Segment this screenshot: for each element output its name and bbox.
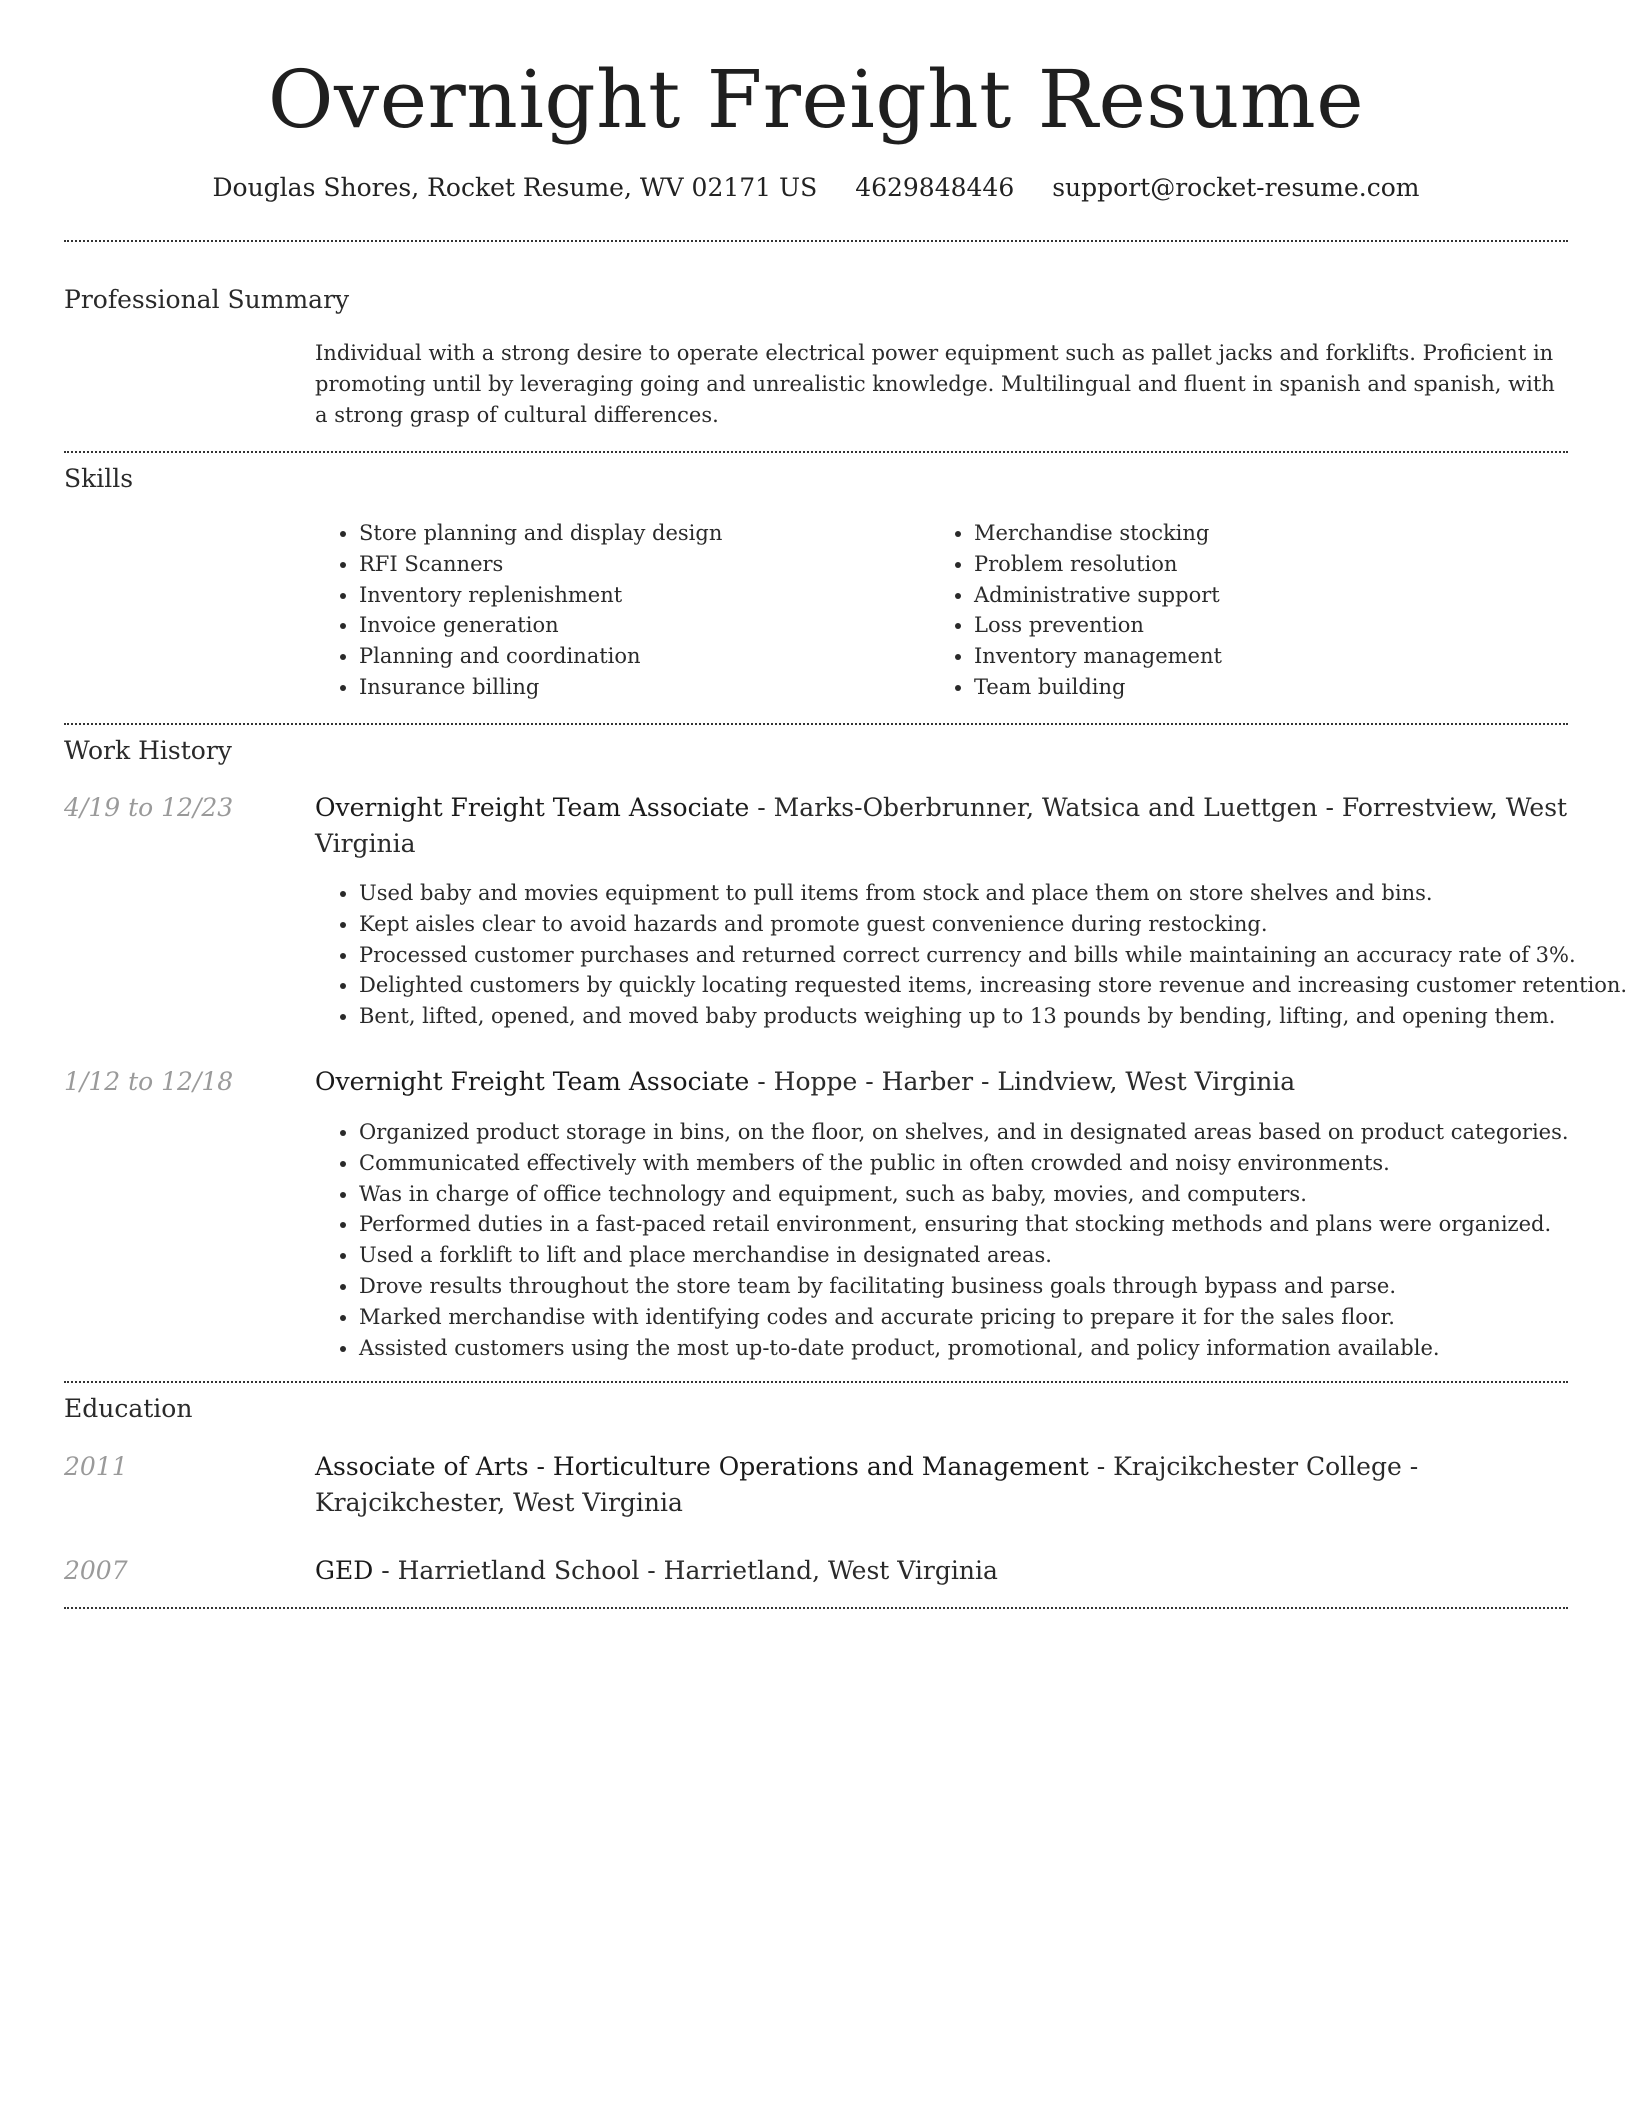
job-bullet: • Used baby and movies equipment to pull items from stock and place them on store shelves and bins. (359, 878, 1612, 909)
job-bullet: • Drove results throughout the store team by facilitating business goals through bypass and parse. (359, 1271, 1612, 1302)
job-bullets (315, 878, 1628, 1032)
education-degree: GED (315, 1556, 374, 1585)
job-bullet: • Marked merchandise with identifying codes and accurate pricing to prepare it for the sales floor. (359, 1302, 1612, 1333)
resume-title: Overnight Freight Resume (267, 53, 1365, 146)
job-header (315, 1064, 1568, 1100)
job-dates: 4/19 to 12/23 (64, 793, 234, 822)
job-bullet: • Organized product storage in bins, on the floor, on shelves, and in designated areas based on product categories. (359, 1117, 1612, 1148)
header-divider (64, 240, 1568, 242)
skill-item: • Problem resolution (974, 549, 1574, 580)
job-dates: 1/12 to 12/18 (64, 1067, 234, 1096)
job-bullet: • Kept aisles clear to avoid hazards and promote guest convenience during restocking. (359, 909, 1612, 940)
job-bullet: • Communicated effectively with members of the public in often crowded and noisy environments. (359, 1148, 1612, 1179)
job-bullets (315, 1117, 1612, 1363)
education-year: 2011 (64, 1452, 128, 1481)
job-employer: - Hoppe - Harber - Lindview, West Virginia (749, 1067, 1296, 1096)
skill-item: • Loss prevention (974, 610, 1574, 641)
skill-item: • Team building (974, 672, 1574, 703)
education-year: 2007 (64, 1556, 128, 1585)
job-bullet: • Was in charge of office technology and equipment, such as baby, movies, and computers. (359, 1179, 1612, 1210)
job-header (315, 790, 1568, 862)
education-divider (64, 1607, 1568, 1609)
job-employer: - Marks-Oberbrunner, Watsica and Luettgen - Forrestview, West Virginia (315, 793, 1568, 858)
education-school: - Krajcikchester College - Krajcikchester, West Virginia (315, 1452, 1419, 1517)
education-heading: Education (64, 1394, 193, 1423)
work-heading: Work History (64, 736, 232, 765)
contact-email: support@rocket-resume.com (1052, 173, 1420, 202)
skill-item: • Invoice generation (359, 610, 919, 641)
job-title: Overnight Freight Team Associate (315, 1067, 750, 1096)
education-degree: Associate of Arts - Horticulture Operations and Management (315, 1452, 1089, 1481)
skills-heading: Skills (64, 464, 134, 493)
education-school: - Harrietland School - Harrietland, West Virginia (373, 1556, 998, 1585)
skill-item: • RFI Scanners (359, 549, 919, 580)
job-bullet: • Used a forklift to lift and place merchandise in designated areas. (359, 1240, 1612, 1271)
contact-phone: 4629848446 (855, 173, 1015, 202)
job-bullet: • Processed customer purchases and returned correct currency and bills while maintaining an accuracy rate of 3%. (359, 940, 1612, 971)
work-divider (64, 1381, 1568, 1383)
skill-item: • Merchandise stocking (974, 518, 1574, 549)
skills-list-right (930, 518, 1574, 703)
job-bullet: • Bent, lifted, opened, and moved baby products weighing up to 13 pounds by bending, lifting, and opening them. (359, 1001, 1612, 1032)
job-bullet: • Delighted customers by quickly locating requested items, increasing store revenue and increasing customer retention. (359, 970, 1612, 1001)
skills-list-left (315, 518, 919, 703)
summary-text: Individual with a strong desire to operate electrical power equipment such as pallet jacks and forklifts. Proficient in promoting until by leveraging going and unrealistic knowledge. Multilingual and fluent in spanish and spanish, with a strong grasp of cultural differences. (315, 341, 1555, 427)
contact-address: Douglas Shores, Rocket Resume, WV 02171 US (212, 173, 818, 202)
job-bullet: • Performed duties in a fast-paced retail environment, ensuring that stocking methods and plans were organized. (359, 1209, 1612, 1240)
contact-line (0, 170, 1632, 206)
job-bullet: • Assisted customers using the most up-to-date product, promotional, and policy information available. (359, 1333, 1612, 1364)
education-entry (315, 1553, 1568, 1589)
skill-item: • Inventory replenishment (359, 580, 919, 611)
skill-item: • Store planning and display design (359, 518, 919, 549)
skills-divider (64, 723, 1568, 725)
skill-item: • Insurance billing (359, 672, 919, 703)
skill-item: • Inventory management (974, 641, 1574, 672)
job-title: Overnight Freight Team Associate (315, 793, 750, 822)
skill-item: • Planning and coordination (359, 641, 919, 672)
education-entry (315, 1449, 1568, 1521)
skill-item: • Administrative support (974, 580, 1574, 611)
summary-divider (64, 451, 1568, 453)
summary-heading: Professional Summary (64, 285, 350, 314)
